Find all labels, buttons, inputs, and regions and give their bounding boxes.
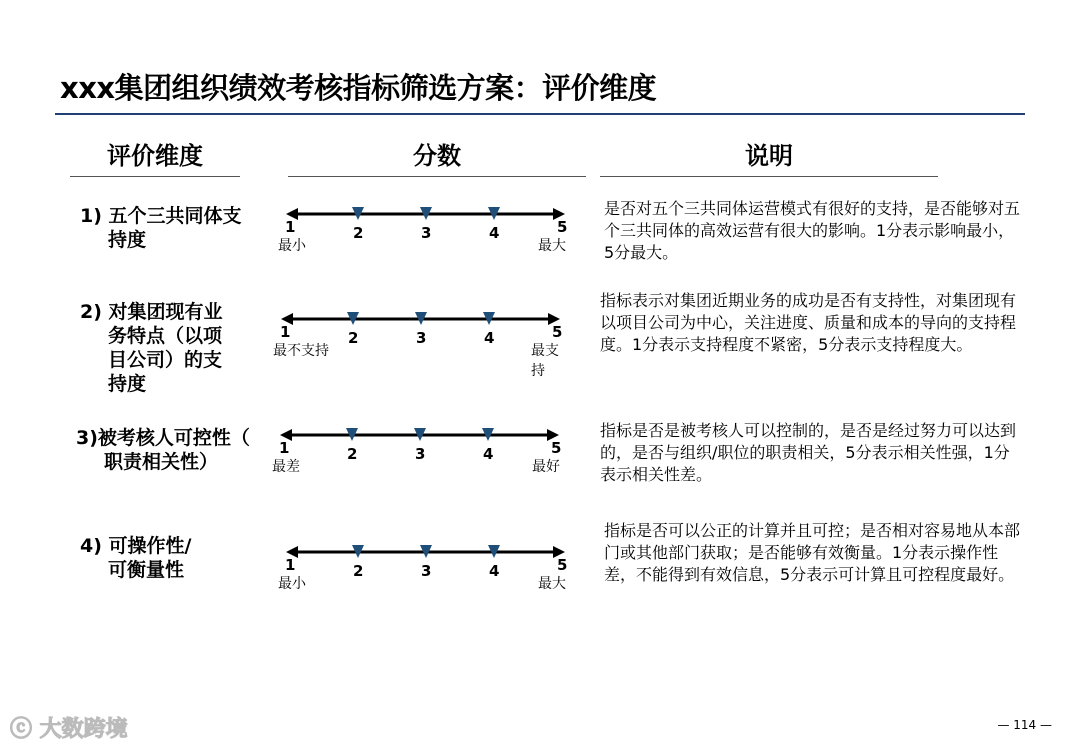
scale-max-label: 最支持 (531, 343, 559, 379)
header-explanation: 说明 (745, 142, 793, 170)
row-label-line: 持度 (108, 373, 147, 395)
row-label-line: 务特点（以项 (108, 325, 223, 347)
score-scale (278, 194, 568, 264)
header-underline (288, 176, 586, 177)
tick-label: 5 (557, 556, 568, 574)
row-label (80, 300, 223, 396)
scale-max-label: 最好 (532, 459, 560, 475)
scale-min-label: 最不支持 (273, 343, 329, 359)
tick-label: 4 (484, 329, 495, 347)
watermark-logo: ⓒ 大数跨境 (10, 717, 128, 742)
tick-label: 2 (347, 445, 358, 463)
tick-label: 3 (421, 224, 432, 242)
row-label-line: 持度 (108, 229, 147, 251)
tick-label: 5 (552, 323, 563, 341)
scale-axis (278, 194, 578, 224)
tick-label: 5 (551, 439, 562, 457)
tick-label: 3 (421, 562, 432, 580)
row-description: 指标表示对集团近期业务的成功是否有支持性，对集团现有以项目公司为中心，关注进度、质量和成本的导向的支持程度。1分表示支持程度不紧密，5分表示支持程度大。 (600, 291, 1017, 354)
tick-label: 2 (348, 329, 359, 347)
header-underline (600, 176, 938, 177)
scale-axis (273, 299, 573, 329)
row-description: 指标是否可以公正的计算并且可控；是否相对容易地从本部门或其他部门获取；是否能够有效衡量。1分表示操作性差，不能得到有效信息，5分表示可计算且可控程度最好。 (604, 521, 1021, 584)
score-scale (278, 532, 568, 602)
tick-label: 1 (285, 556, 296, 574)
row-label-line: 3)被考核人可控性（ (76, 427, 250, 449)
row-label-line: 2) 对集团现有业 (80, 301, 223, 323)
tick-label: 4 (489, 224, 500, 242)
row-label (76, 426, 250, 474)
header-dimension: 评价维度 (107, 142, 203, 170)
tick-label: 1 (279, 439, 290, 457)
page-title: xxx集团组织绩效考核指标筛选方案：评价维度 (60, 71, 657, 105)
row-description: 是否对五个三共同体运营模式有很好的支持，是否能够对五个三共同体的高效运营有很大的影响。1分表示影响最小，5分最大。 (604, 199, 1021, 262)
tick-label: 4 (489, 562, 500, 580)
page-number: — 114 — (997, 718, 1052, 732)
tick-label: 5 (557, 218, 568, 236)
tick-label: 2 (353, 562, 364, 580)
row-label-line: 1) 五个三共同体支 (80, 205, 242, 227)
header-score: 分数 (413, 142, 461, 170)
scale-min-label: 最小 (278, 576, 306, 592)
title-divider (55, 113, 1025, 115)
tick-label: 4 (483, 445, 494, 463)
row-description: 指标是否是被考核人可以控制的，是否是经过努力可以达到的，是否与组织/职位的职责相关，5分表示相关性强，1分表示相关性差。 (600, 421, 1017, 484)
score-scale (273, 299, 563, 379)
score-scale (272, 415, 562, 485)
scale-axis (278, 532, 578, 562)
tick-label: 3 (416, 329, 427, 347)
row-label-line: 可衡量性 (108, 559, 185, 581)
scale-axis (272, 415, 572, 445)
tick-label: 2 (353, 224, 364, 242)
row-label-line: 目公司）的支 (108, 349, 223, 371)
tick-label: 1 (280, 323, 291, 341)
scale-min-label: 最差 (272, 459, 300, 475)
row-label (80, 534, 191, 582)
tick-label: 3 (415, 445, 426, 463)
row-label-line: 职责相关性） (104, 451, 219, 473)
row-label (80, 204, 242, 252)
header-underline (70, 176, 240, 177)
scale-min-label: 最小 (278, 238, 306, 254)
scale-max-label: 最大 (538, 238, 566, 254)
scale-max-label: 最大 (538, 576, 566, 592)
row-label-line: 4) 可操作性/ (80, 535, 192, 557)
tick-label: 1 (285, 218, 296, 236)
